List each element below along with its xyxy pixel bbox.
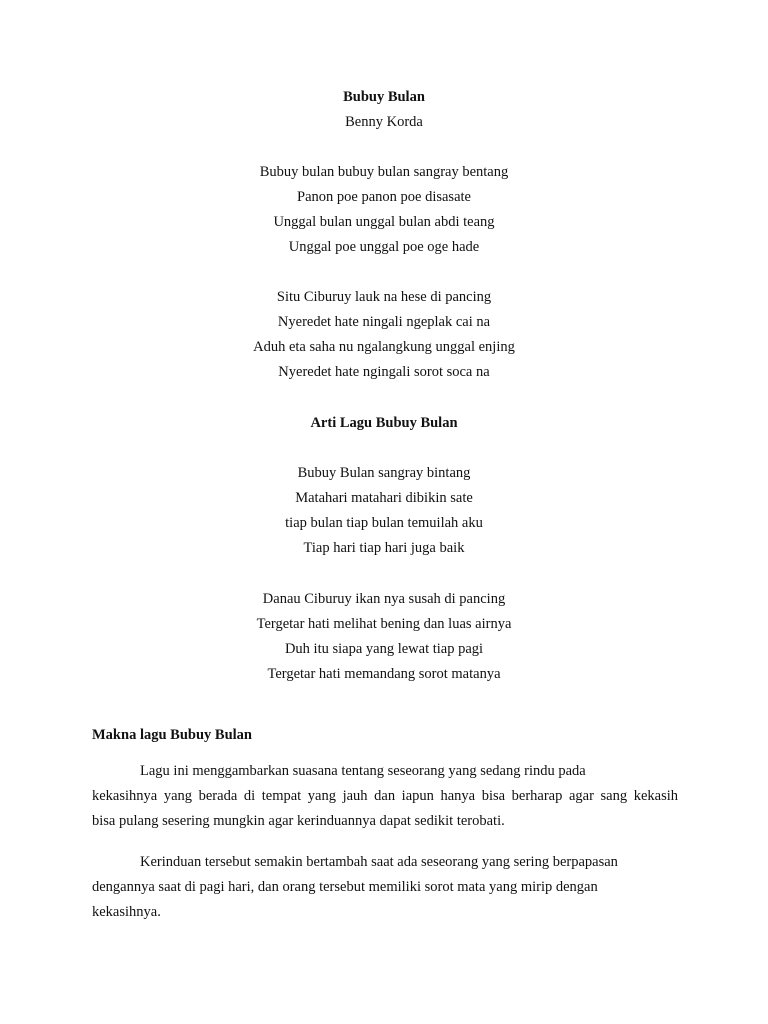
translation-heading: Arti Lagu Bubuy Bulan (310, 415, 458, 431)
lyric-line: Bubuy bulan bubuy bulan sangray bentang (259, 164, 509, 180)
paragraph-line: Kerinduan tersebut semakin bertambah saat ada seseorang yang sering berpapasan (140, 854, 618, 870)
translation-line: Tergetar hati memandang sorot matanya (267, 666, 501, 682)
song-author: Benny Korda (345, 114, 423, 130)
song-title: Bubuy Bulan (343, 89, 425, 105)
paragraph-line: bisa pulang sesering mungkin agar kerinduannya dapat sedikit terobati. (92, 813, 505, 829)
lyric-line: Aduh eta saha nu ngalangkung unggal enjing (253, 339, 515, 355)
translation-line: Duh itu siapa yang lewat tiap pagi (284, 641, 484, 657)
meaning-heading: Makna lagu Bubuy Bulan (92, 727, 252, 743)
lyric-line: Unggal bulan unggal bulan abdi teang (273, 214, 495, 230)
lyric-line: Panon poe panon poe disasate (297, 189, 471, 205)
translation-line: tiap bulan tiap bulan temuilah aku (285, 515, 483, 531)
translation-line: Bubuy Bulan sangray bintang (297, 465, 471, 481)
lyric-line: Unggal poe unggal poe oge hade (288, 239, 480, 255)
lyric-line: Situ Ciburuy lauk na hese di pancing (276, 289, 492, 305)
paragraph-line: kekasihnya yang berada di tempat yang jauh dan iapun hanya bisa berharap agar sang kekasih (92, 788, 678, 804)
translation-line: Tergetar hati melihat bening dan luas airnya (256, 616, 512, 632)
lyric-line: Nyeredet hate ngingali sorot soca na (278, 364, 490, 380)
translation-line: Danau Ciburuy ikan nya susah di pancing (262, 591, 506, 607)
translation-line: Tiap hari tiap hari juga baik (303, 540, 465, 556)
paragraph-line: Lagu ini menggambarkan suasana tentang seseorang yang sedang rindu pada (140, 763, 586, 779)
translation-line: Matahari matahari dibikin sate (295, 490, 473, 506)
lyric-line: Nyeredet hate ningali ngeplak cai na (277, 314, 491, 330)
paragraph-line: kekasihnya. (92, 904, 161, 920)
paragraph-line: dengannya saat di pagi hari, dan orang tersebut memiliki sorot mata yang mirip dengan (92, 879, 598, 895)
